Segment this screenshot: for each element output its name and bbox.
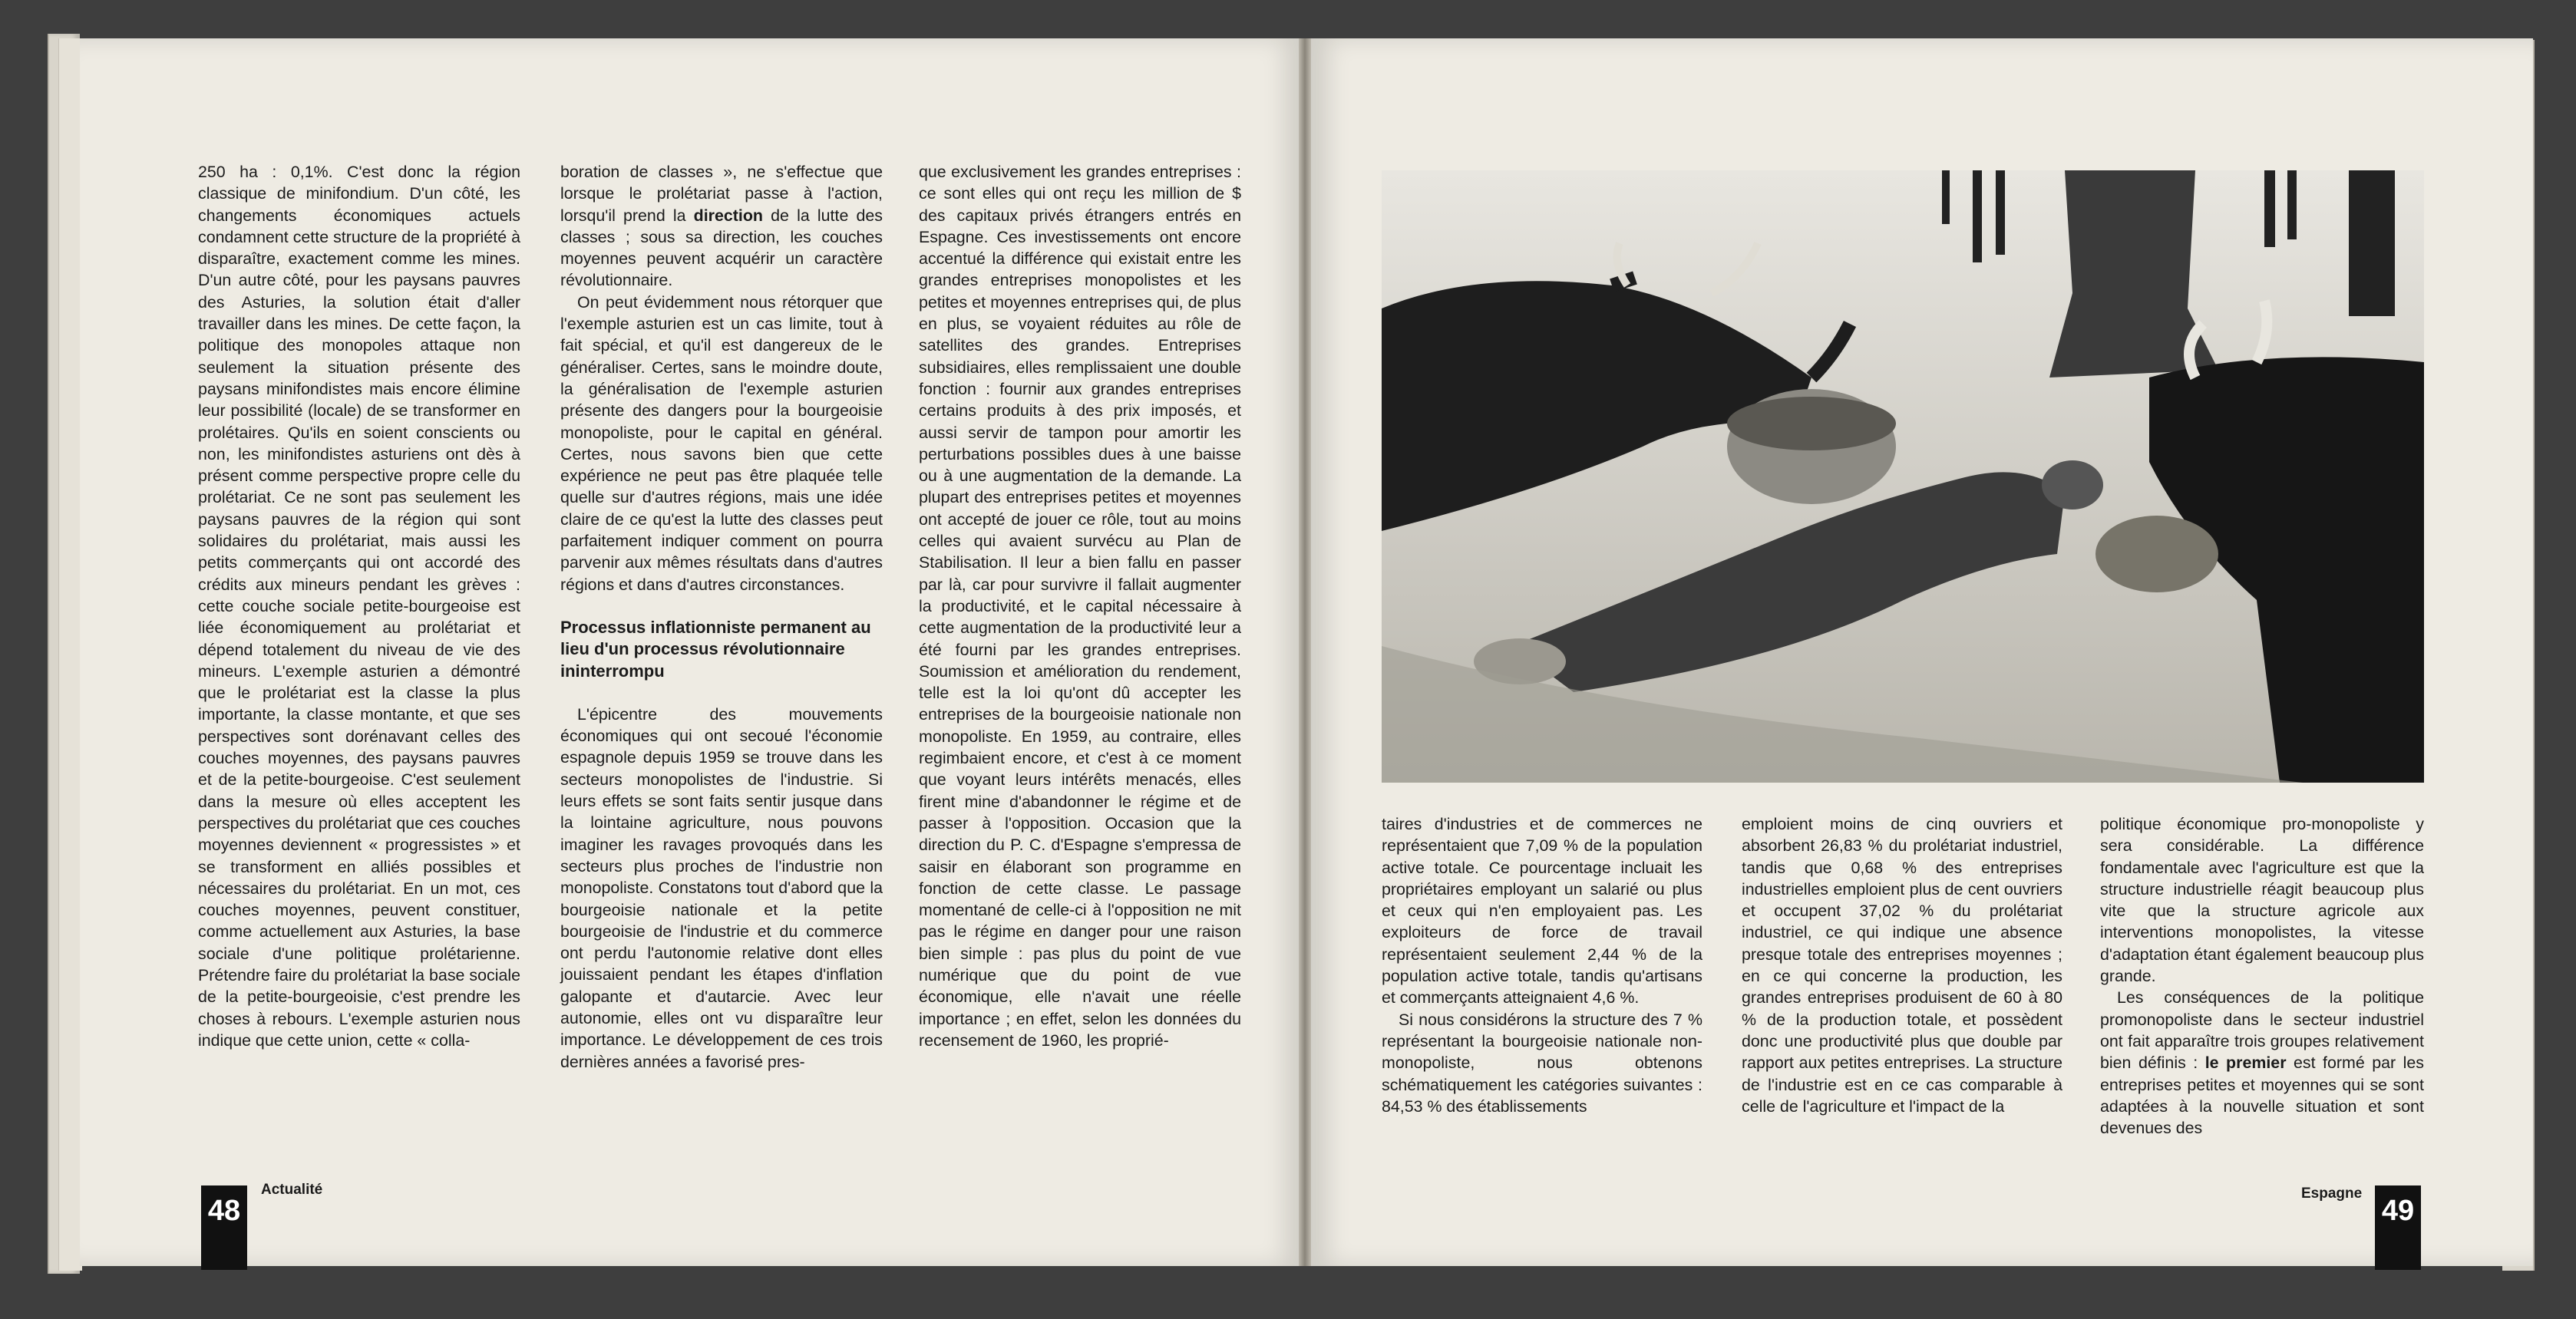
paragraph: Si nous considérons la structure des 7 % représentant la bourgeoisie nationale non-monopoliste, nous obtenons schématiquement les catégories suivantes : 84,53 % des établissements	[1382, 1010, 1702, 1116]
paragraph: On peut évidemment nous rétorquer que l'exemple asturien est un cas limite, tout à fait spécial, et qu'il est dangereux de le généraliser. Certes, sans le moindre doute, la généralisation de l'exemple asturien présente des dangers pour la bourgeoisie monopoliste, pour le capital en général. Certes, nous savons bien que cette expérience ne peut pas être plaquée telle quelle sur d'autres régions, mais une idée claire de ce qu'est la lutte des classes peut parfaitement indiquer comment on pourra parvenir aux mêmes résultats dans d'autres régions et dans d'autres circonstances.	[560, 292, 883, 594]
running-head-right: Espagne	[2301, 1185, 2363, 1202]
paragraph: taires d'industries et de commerces ne représentaient que 7,09 % de la population active totale. Ce pourcentage incluait les propriétaires employant un salarié ou plus et ceux qui n'en employaient pas. Les exploiteurs de force de travail représentaient seulement 2,44 % de la population active totale, tandis qu'artisans et commerçants atteignaient 4,6 %.	[1382, 815, 1702, 1007]
paragraph: 250 ha : 0,1%. C'est donc la région classique de minifondium. D'un côté, les changements économiques actuels condamnent cette structure de la propriété à disparaître, exactement comme les mines. D'un autre côté, pour les paysans pauvres des Asturies, la solution était d'aller travailler dans les mines. De cette façon, la politique des monopoles attaque non seulement la situation présente des paysans minifondistes mais encore élimine leur possibilité (locale) de se transformer en prolétaires. Qu'ils en soient conscients ou non, les minifondistes asturiens ont dès à présent comme perspective propre celle du prolétariat. Ce ne sont pas seulement les paysans pauvres de la région qui sont solidaires du prolétariat, mais aussi les petits commerçants qui ont accordé des crédits aux mineurs pendant les grèves : cette couche sociale petite-bourgeoise est liée économiquement au prolétariat et dépend totalement du niveau de vie des mineurs. L'exemple asturien a démontré que le prolétariat est la classe la plus importante, la classe montante, et que ses perspectives sont dorénavant celles des couches moyennes, des paysans pauvres et de la petite-bourgeoise. C'est seulement dans la mesure où elles acceptent les perspectives du prolétariat que ces couches moyennes deviennent « progressistes » et se transforment en alliés possibles et nécessaires du prolétariat. En un mot, ces couches moyennes, peuvent constituer, comme actuellement aux Asturies, la base sociale d'une politique prolétarienne. Prétendre faire du prolétariat la base sociale de la petite-bourgeoisie, c'est prendre les choses à rebours. L'exemple asturien nous indique que cette union, cette « colla-	[198, 163, 520, 1050]
text-run: de la lutte des classes ; sous sa direction, les couches moyennes peuvent acquérir un caractère révolutionnaire.	[560, 206, 883, 290]
paragraph	[2100, 987, 2424, 1139]
right-column-1	[1382, 813, 1702, 1117]
page-edges-left-inner	[58, 38, 82, 1271]
photograph	[1382, 170, 2424, 783]
left-column-2	[560, 161, 883, 1073]
paragraph: L'épicentre des mouvements économiques qui ont secoué l'économie espagnole depuis 1959 se trouve dans les secteurs monopolistes de l'industrie. Si leurs effets se sont faits sentir jusque dans la lointaine agriculture, nous pouvons imaginer les ravages provoqués dans les secteurs plus proches de l'industrie non monopoliste. Constatons tout d'abord que la bourgeoisie nationale et la petite bourgeoisie de l'industrie et du commerce ont perdu l'autonomie relative dont elles jouissaient pendant les étapes d'inflation galopante et d'autarcie. Avec leur autonomie, elles ont vu disparaître leur importance. Le développement de ces trois dernières années a favorisé pres-	[560, 704, 883, 1071]
photo-illustration	[1382, 170, 2424, 783]
page-number-right: 49	[2375, 1185, 2421, 1270]
paragraph: politique économique pro-monopoliste y sera considérable. La différence fondamentale avec l'agriculture est que la structure industrielle réagit beaucoup plus vite que la structure agricole aux interventions monopolistes, la vitesse d'adaptation étant également beaucoup plus grande.	[2100, 815, 2424, 986]
running-head-left: Actualité	[261, 1182, 323, 1198]
left-column-3	[919, 161, 1241, 1051]
right-column-3	[2100, 813, 2424, 1139]
page-number-left: 48	[201, 1185, 247, 1270]
paragraph	[560, 161, 883, 292]
section-heading: Processus inflationniste permanent au lieu d'un processus révolutionnaire ininterrompu	[560, 617, 871, 681]
text-run: Les conséquences de la politique promonopoliste dans le secteur industriel ont fait apparaître trois groupes relativement bien définis :	[2100, 988, 2424, 1073]
right-column-2	[1742, 813, 2062, 1117]
bold-term: le premier	[2204, 1054, 2287, 1073]
text-run: est formé par les entreprises petites et moyennes qui se sont adaptées à la nouvelle situation et sont devenues des	[2100, 1054, 2424, 1138]
text-run: boration de classes », ne s'effectue que lorsque le prolétariat passe à l'action, lorsqu'il prend la	[560, 163, 883, 225]
paragraph: que exclusivement les grandes entreprises : ce sont elles qui ont reçu les million de $ des capitaux privés étrangers entrés en Espagne. Ces investissements ont encore accentué la différence qui existait entre les grandes entreprises monopolistes et les petites et moyennes entreprises qui, de plus en plus, se voyaient réduites au rôle de satellites des grandes. Entreprises subsidiaires, elles remplissaient une double fonction : fournir aux grandes entreprises certains produits à des prix imposés, et aussi servir de tampon pour amortir les perturbations possibles dues à une baisse ou à une augmentation de la demande. La plupart des entreprises petites et moyennes ont accepté de jouer ce rôle, tout au moins celles qui avaient survécu au Plan de Stabilisation. Il leur a bien fallu en passer par là, car pour survivre il fallait augmenter la productivité, et le capital nécessaire à cette augmentation de la productivité leur a été fourni par les grandes entreprises. Soumission et amélioration du rendement, telle est la loi qu'ont dû accepter les entreprises de la bourgeoisie nationale non monopoliste. En 1959, au contraire, elles regimbaient encore, et c'est à ce moment que voyant leurs intérêts menacés, elles firent mine d'abandonner le régime et de passer à l'opposition. Occasion que la direction du P. C. d'Espagne s'empressa de saisir en élaborant son programme en fonction de cette classe. Le passage momentané de celle-ci à l'opposition ne mit pas le régime en danger pour une raison bien simple : pas plus du point de vue numérique que du point de vue économique, elle n'avait une réelle importance ; en effet, selon les données du recensement de 1960, les proprié-	[919, 163, 1241, 1050]
left-column-1	[198, 161, 520, 1051]
book-gutter	[1299, 38, 1311, 1266]
paragraph: emploient moins de cinq ouvriers et absorbent 26,83 % du prolétariat industriel, tandis que 0,68 % des entreprises industrielles emploient plus de cent ouvriers et occupent 37,02 % du prolétariat industriel, ce qui indique une absence presque totale des entreprises moyennes ; en ce qui concerne la production, les grandes entreprises produisent de 60 à 80 % de la production totale, et possèdent donc une productivité plus que double par rapport aux petites entreprises. La structure de l'industrie est en ce cas comparable à celle de l'agriculture et l'impact de la	[1742, 815, 2062, 1116]
bold-term: direction	[693, 206, 763, 225]
